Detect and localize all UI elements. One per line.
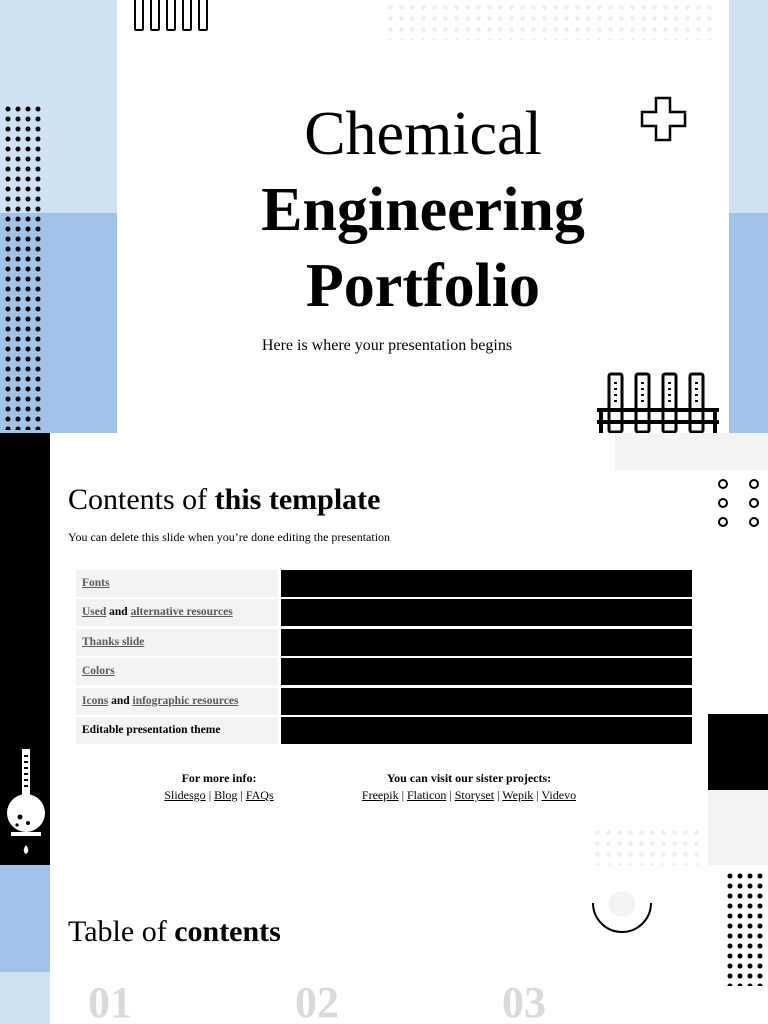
section-number-2: 02 (295, 978, 339, 1024)
heading-regular: Contents of (68, 483, 215, 516)
test-tubes-icon (130, 0, 210, 34)
sep: | (446, 788, 455, 802)
resource-link[interactable]: Icons (82, 694, 109, 707)
title-line-1: Chemical (304, 100, 542, 168)
row-text: and (108, 694, 133, 707)
row-placeholder-box (281, 570, 692, 597)
table-row (76, 570, 692, 597)
heading-regular: Table of (68, 915, 175, 948)
row-label (76, 717, 278, 744)
link-blog[interactable]: Blog (214, 788, 238, 802)
row-label (76, 629, 278, 656)
slide-contents (0, 433, 768, 865)
link-videvo[interactable]: Videvo (541, 788, 577, 802)
bowl-icon (590, 887, 654, 937)
slide-title (0, 0, 768, 433)
link-slidesgo[interactable]: Slidesgo (164, 788, 206, 802)
top-right-grey-block (615, 433, 768, 470)
heading-bold: this template (214, 483, 381, 516)
more-info (150, 770, 288, 804)
table-row (76, 688, 692, 715)
slide-table-of-contents (0, 865, 768, 1024)
section-number-1: 01 (88, 978, 132, 1024)
resource-link[interactable]: infographic resources (132, 694, 239, 707)
sep: | (494, 788, 503, 802)
contents-heading (68, 483, 380, 517)
dot-pattern-top (385, 2, 715, 40)
right-panel-light (729, 0, 768, 213)
dot-pattern-left (3, 104, 43, 430)
sister-links (338, 787, 600, 804)
resource-link[interactable]: alternative resources (130, 606, 233, 619)
left-light-panel (0, 972, 50, 1024)
link-wepik[interactable]: Wepik (502, 788, 534, 802)
ring-dots-icon (712, 473, 768, 531)
section-number-3: 03 (502, 978, 546, 1024)
row-text: and (106, 606, 131, 619)
more-info-heading: For more info: (181, 771, 257, 785)
row-placeholder-box (281, 717, 692, 744)
row-placeholder-box (281, 629, 692, 656)
title-line-3: Portfolio (305, 252, 541, 320)
row-label (76, 570, 278, 597)
row-placeholder-box (281, 658, 692, 685)
contents-note: You can delete this slide when you’re done editing the presentation (68, 530, 391, 544)
toc-heading (68, 915, 281, 949)
link-storyset[interactable]: Storyset (454, 788, 495, 802)
right-black-block (708, 714, 768, 790)
link-freepik[interactable]: Freepik (361, 788, 399, 802)
table-row (76, 717, 692, 744)
link-flaticon[interactable]: Flaticon (406, 788, 447, 802)
dot-pattern-grey (592, 827, 704, 865)
resource-link[interactable]: Used (82, 606, 107, 619)
flask-icon (6, 747, 46, 859)
sister-projects (338, 770, 600, 804)
heading-bold: contents (174, 915, 281, 948)
sep: | (205, 788, 215, 802)
row-text: Editable presentation theme (82, 724, 221, 736)
table-row (76, 599, 692, 626)
row-placeholder-box (281, 599, 692, 626)
row-label (76, 599, 278, 626)
left-blue-panel (0, 865, 50, 972)
row-placeholder-box (281, 688, 692, 715)
row-label (76, 658, 278, 685)
resource-link[interactable]: Colors (82, 665, 115, 678)
main-title (117, 96, 729, 324)
dot-pattern-right (725, 871, 765, 986)
rack-icon (595, 370, 721, 433)
right-grey-block (708, 790, 768, 865)
resource-link[interactable]: Thanks slide (82, 635, 145, 648)
table-row (76, 658, 692, 685)
sep: | (237, 788, 246, 802)
resource-link[interactable]: Fonts (82, 577, 110, 589)
subtitle: Here is where your presentation begins (261, 337, 513, 354)
more-info-links (150, 787, 288, 804)
title-line-2: Engineering (261, 176, 585, 244)
sep: | (533, 788, 542, 802)
table-row (76, 629, 692, 656)
right-panel-blue (729, 213, 768, 433)
sister-heading: You can visit our sister projects: (386, 771, 552, 785)
link-faqs[interactable]: FAQs (245, 788, 274, 802)
row-label (76, 688, 278, 715)
sep: | (398, 788, 407, 802)
